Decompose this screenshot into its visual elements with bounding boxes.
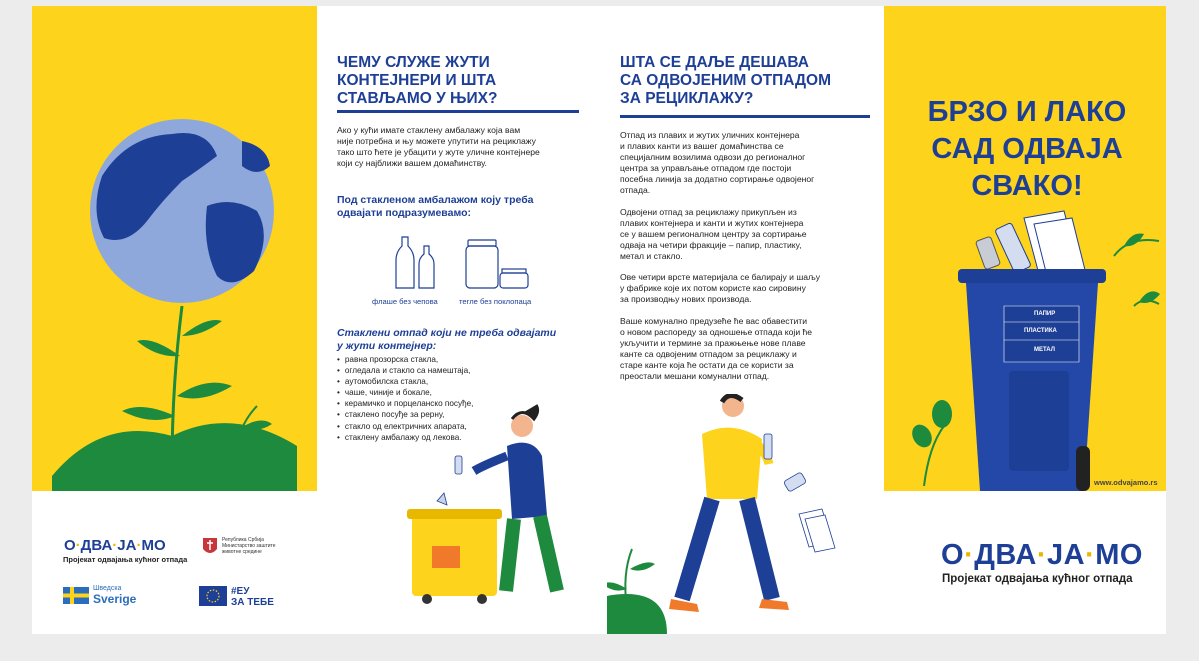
bin-label-plastic: ПЛАСТИКА bbox=[1024, 328, 1057, 334]
man-recycling-illustration bbox=[607, 394, 889, 634]
title-divider bbox=[337, 110, 579, 113]
project-tagline: Пројекат одвајања кућног отпада bbox=[63, 555, 188, 564]
panel-after-separation bbox=[607, 6, 889, 634]
paragraph-2: Одвојени отпад за рециклажу прикупљен из плавих контејнера и канти и жутих контејнера се у вашем регионалном центру за сортирање одваја на четири фракције – папир, пластику, метал и стакло. bbox=[620, 207, 807, 261]
list-item: • равна прозорска стакла, bbox=[337, 354, 473, 365]
list-item: • аутомобилска стакла, bbox=[337, 376, 473, 387]
paragraph-4: Ваше комунално предузеће ће вас обавестити о новом распореду за одношење отпада који ће укључити и термине за пражњење нове плаве канте са одвојеним отпадом за рециклажу и старе канте која ће остати да се користи за преостали мешани комунални отпад. bbox=[620, 316, 813, 381]
sweden-label: Шведска Sverige bbox=[93, 585, 137, 606]
bin-label-paper: ПАПИР bbox=[1034, 311, 1056, 317]
woman-recycling-illustration bbox=[402, 401, 602, 611]
list-item: • чаше, чиније и бокале, bbox=[337, 387, 473, 398]
serbia-coat-of-arms-icon bbox=[202, 536, 218, 558]
project-tagline: Пројекат одвајања кућног отпада bbox=[942, 573, 1133, 585]
glass-bottles-icon bbox=[392, 236, 462, 291]
list-item: • стаклено посуђе за рерну, bbox=[337, 409, 473, 420]
caption-bottles: флаше без чепова bbox=[372, 297, 438, 306]
intro-paragraph: Ако у кући имате стаклену амбалажу која вам није потребна и њу можете упутити на рециклажу тако што ћете је убацити у жуте уличне контејнере који су најближи вашем домаћинству. bbox=[337, 125, 540, 168]
list-item: • стакло од електричних апарата, bbox=[337, 421, 473, 432]
panel-cover-left bbox=[32, 6, 317, 634]
list-item: • стаклену амбалажу од лекова. bbox=[337, 432, 473, 443]
bin-label-metal: МЕТАЛ bbox=[1034, 347, 1055, 353]
headline: БРЗО И ЛАКО САД ОДВАЈА СВАКО! bbox=[927, 96, 1127, 202]
panel-yellow-containers bbox=[317, 6, 607, 634]
caption-jars: тегле без поклопаца bbox=[459, 297, 532, 306]
paragraph-1: Отпад из плавих и жутих уличних контејнера и плавих канти из вашег домаћинства се специјалним возилима одвози до регионалног центра за управљање отпадом где постоји посебна линија за додатно сортирање одвојеног отпада. bbox=[620, 130, 815, 195]
section-title: ШТА СЕ ДАЉЕ ДЕШАВА СА ОДВОЈЕНИМ ОТПАДОМ ЗА РЕЦИКЛАЖУ? bbox=[620, 54, 832, 107]
eu-for-you-label: #ЕУ ЗА ТЕБЕ bbox=[231, 586, 274, 608]
not-accepted-heading: Стаклени отпад који не треба одвајати у жути контејнер: bbox=[337, 327, 557, 352]
accepted-glass-heading: Под стакленом амбалажом коју треба одвајати подразумевамо: bbox=[337, 194, 534, 219]
paragraph-3: Ове четири врсте материјала се балирају и шаљу у фабрике које их потом користе као сировину за производњу нових производа. bbox=[620, 272, 821, 304]
globe-plant-illustration bbox=[32, 6, 317, 491]
glass-jars-icon bbox=[464, 238, 534, 293]
list-item: • огледала и стакло са намештаја, bbox=[337, 365, 473, 376]
odvajamo-logo: О·ДВА·ЈА·МО bbox=[64, 537, 166, 554]
website-url[interactable]: www.odvajamo.rs bbox=[1094, 478, 1158, 487]
serbia-ministry-text: Република Србија Министарство заштите животне средине bbox=[222, 537, 276, 555]
blue-recycling-bin-illustration bbox=[884, 6, 1166, 491]
sweden-flag-icon bbox=[63, 587, 89, 604]
panel-cover-right bbox=[884, 6, 1166, 634]
section-title: ЧЕМУ СЛУЖЕ ЖУТИ КОНТЕЈНЕРИ И ШТА СТАВЉАМО У ЊИХ? bbox=[337, 54, 498, 107]
eu-flag-icon bbox=[199, 586, 227, 606]
list-item: • керамичко и порцеланско посуђе, bbox=[337, 398, 473, 409]
title-divider bbox=[620, 115, 870, 118]
odvajamo-logo: О·ДВА·ЈА·МО bbox=[941, 539, 1143, 571]
